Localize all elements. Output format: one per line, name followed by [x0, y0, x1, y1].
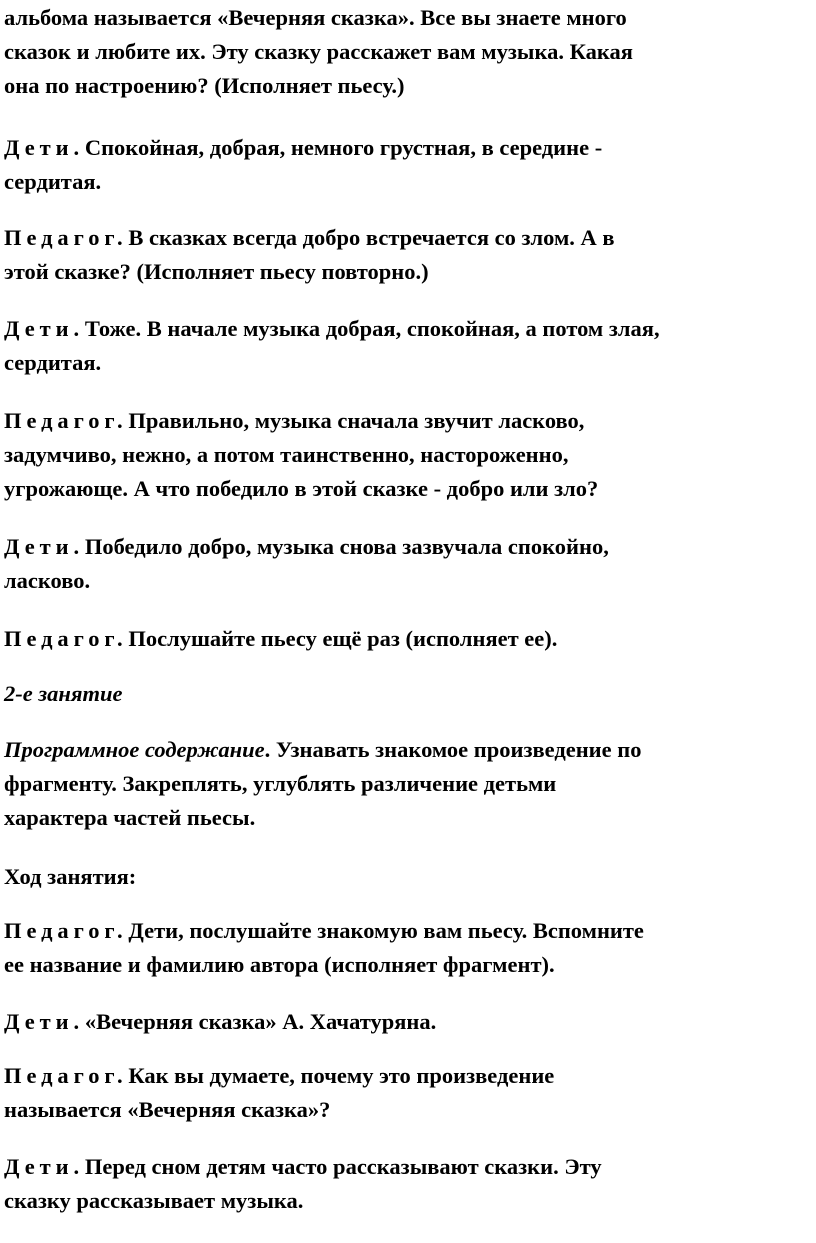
section-heading: 2-е занятие	[4, 681, 123, 706]
text-line	[4, 530, 609, 564]
text-line: Ход занятия:	[4, 864, 137, 889]
speaker-label: Педагог.	[4, 408, 128, 433]
text-fragment: Правильно, музыка сначала звучит ласково,	[122, 408, 585, 433]
text-line	[4, 733, 641, 767]
speaker-label: Педагог.	[4, 225, 128, 250]
speaker-label: Педагог.	[4, 1063, 128, 1088]
text-line: сказку рассказывает музыка.	[4, 1188, 304, 1213]
text-line: задумчиво, нежно, а потом таинственно, настороженно,	[4, 442, 569, 467]
text-line: характера частей пьесы.	[4, 805, 256, 830]
dialogue-paragraph	[4, 404, 598, 506]
text-line	[4, 404, 598, 438]
dialogue-paragraph	[4, 914, 644, 982]
text-line: альбома называется «Вечерняя сказка». Все вы знаете много	[4, 5, 627, 30]
dialogue-paragraph	[4, 530, 609, 598]
program-content-paragraph	[4, 733, 641, 835]
text-line: она по настроению? (Исполняет пьесу.)	[4, 73, 405, 98]
dialogue-paragraph	[4, 221, 615, 289]
speaker-label: Дети.	[4, 1009, 85, 1034]
speaker-label: Дети.	[4, 135, 85, 160]
text-fragment: Послушайте пьесу ещё раз (исполняет ее).	[122, 626, 558, 651]
text-line	[4, 1059, 554, 1093]
dialogue-paragraph	[4, 312, 660, 380]
text-line	[4, 914, 644, 948]
dialogue-paragraph	[4, 622, 557, 656]
text-line: этой сказке? (Исполняет пьесу повторно.)	[4, 259, 429, 284]
text-fragment: «Вечерняя сказка» А. Хачатуряна.	[79, 1009, 437, 1034]
dialogue-paragraph	[4, 131, 602, 199]
text-line: фрагменту. Закреплять, углублять различение детьми	[4, 771, 557, 796]
program-content-label: Программное содержание	[4, 737, 265, 762]
text-line	[4, 221, 615, 255]
text-line: сказок и любите их. Эту сказку расскажет вам музыка. Какая	[4, 39, 633, 64]
dialogue-paragraph	[4, 1150, 602, 1218]
text-fragment: Спокойная, добрая, немного грустная, в середине -	[79, 135, 603, 160]
text-line	[4, 1005, 436, 1039]
text-line: сердитая.	[4, 169, 102, 194]
text-fragment: Победило добро, музыка снова зазвучала спокойно,	[79, 534, 609, 559]
text-line: угрожающе. А что победило в этой сказке - добро или зло?	[4, 476, 599, 501]
text-fragment: Как вы думаете, почему это произведение	[122, 1063, 555, 1088]
text-line	[4, 131, 602, 165]
text-line: называется «Вечерняя сказка»?	[4, 1097, 331, 1122]
dialogue-paragraph	[4, 1059, 554, 1127]
speaker-label: Педагог.	[4, 626, 128, 651]
text-line: сердитая.	[4, 350, 102, 375]
text-line: ее название и фамилию автора (исполняет фрагмент).	[4, 952, 555, 977]
speaker-label: Дети.	[4, 316, 85, 341]
text-fragment: В сказках всегда добро встречается со злом. А в	[122, 225, 615, 250]
speaker-label: Дети.	[4, 1154, 85, 1179]
paragraph	[4, 1, 633, 103]
text-line	[4, 622, 557, 656]
text-line	[4, 312, 660, 346]
speaker-label: Педагог.	[4, 918, 128, 943]
lesson-flow-heading	[4, 860, 136, 894]
text-fragment: Тоже. В начале музыка добрая, спокойная, а потом злая,	[79, 316, 660, 341]
text-fragment: Дети, послушайте знакомую вам пьесу. Вспомните	[122, 918, 644, 943]
dialogue-paragraph	[4, 1005, 436, 1039]
text-line	[4, 1150, 602, 1184]
text-fragment: . Узнавать знакомое произведение по	[264, 737, 642, 762]
text-line: ласково.	[4, 568, 91, 593]
text-fragment: Перед сном детям часто рассказывают сказки. Эту	[79, 1154, 602, 1179]
speaker-label: Дети.	[4, 534, 85, 559]
